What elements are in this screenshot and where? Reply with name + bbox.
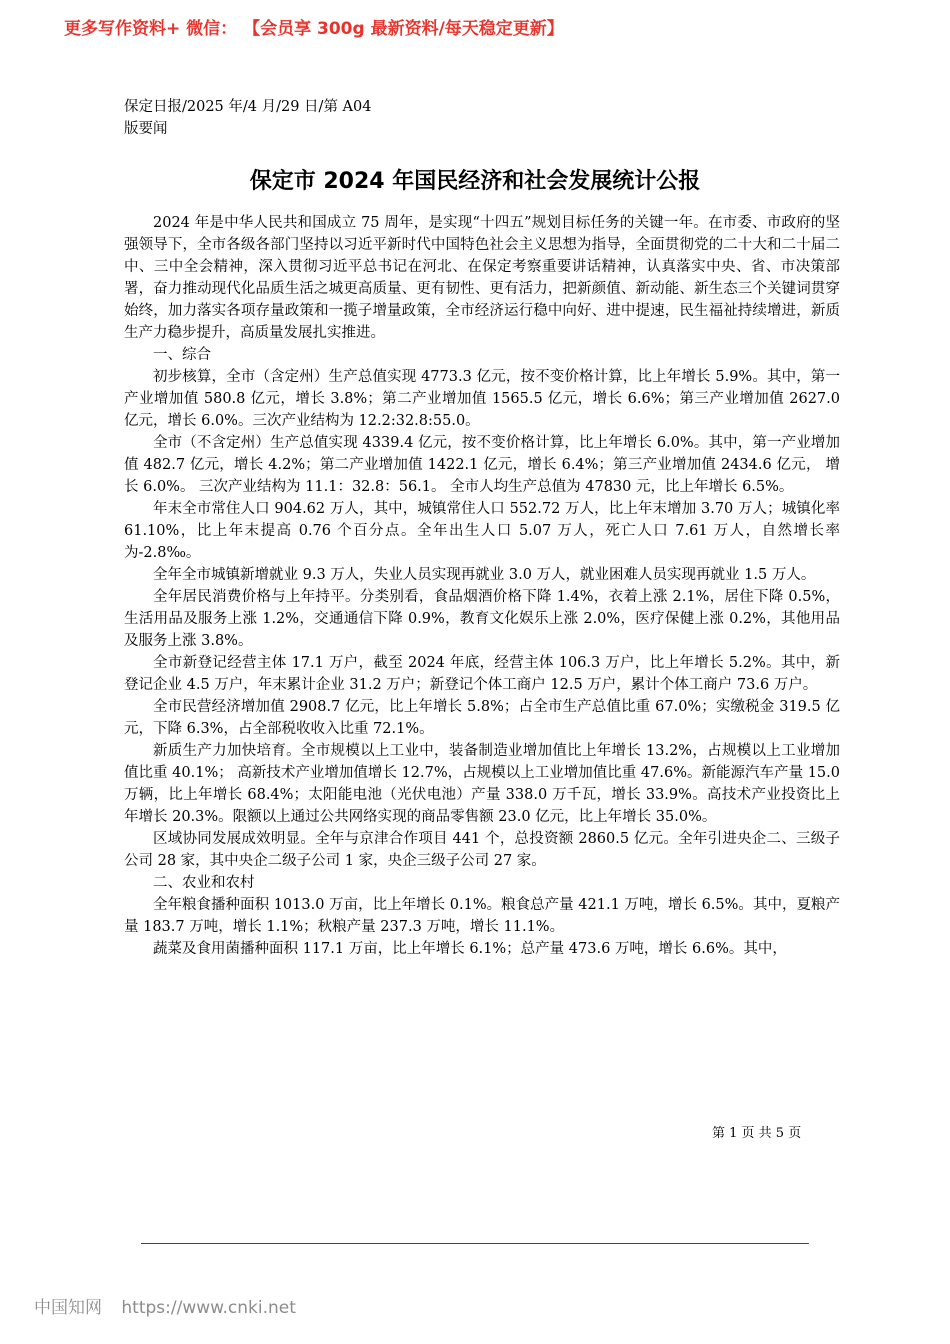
- paragraph: 全年全市城镇新增就业 9.3 万人，失业人员实现再就业 3.0 万人，就业困难人员实现再就业 1.5 万人。: [153, 567, 816, 583]
- promo-banner: 更多写作资料+ 微信： 【会员享 300g 最新资料/每天稳定更新】: [64, 19, 564, 39]
- paragraph: 新质生产力加快培育。全市规模以上工业中，装备制造业增加值比上年增长 13.2%，占规模以上工业增加值比重 40.1%； 高新技术产业增加值增长 12.7%，占规模以上工业增加值比重 47.6%。新能源汽车产量 15.0 万辆，比上年增长 68.4%；太阳能电池（光伏电池）产量 338.0 万千瓦，增长 33.9%。高技术产业投资比上年增长 20.3%。限额以上通过公共网络实现的商品零售额 23.0 亿元，比上年增长 35.0%。: [124, 743, 840, 825]
- footer-divider: [141, 1243, 809, 1244]
- paragraph: 蔬菜及食用菌播种面积 117.1 万亩，比上年增长 6.1%；总产量 473.6 万吨，增长 6.6%。其中，: [153, 941, 787, 957]
- paragraph: 全市民营经济增加值 2908.7 亿元，比上年增长 5.8%；占全市生产总值比重 67.0%；实缴税金 319.5 亿元，下降 6.3%，占全部税收收入比重 72.1%。: [124, 699, 840, 737]
- paragraph: 区域协同发展成效明显。全年与京津合作项目 441 个，总投资额 2860.5 亿元。全年引进央企二、三级子公司 28 家，其中央企二级子公司 1 家，央企三级子公司 27 家。: [124, 831, 840, 869]
- paragraph: 全市（不含定州）生产总值实现 4339.4 亿元，按不变价格计算，比上年增长 6.0%。其中，第一产业增加值 482.7 亿元，增长 4.2%；第二产业增加值 1422.1 亿元，增长 6.4%；第三产业增加值 2434.6 亿元， 增长 6.0%。 三次产业结构为 11.1：32.8：56.1。 全市人均生产总值为 47830 元，比上年增长 6.5%。: [124, 435, 840, 495]
- source-citation: [124, 96, 371, 140]
- footer: [34, 1293, 296, 1318]
- section-heading-2: 二、农业和农村: [153, 875, 255, 891]
- paragraph: 全年居民消费价格与上年持平。分类别看，食品烟酒价格下降 1.4%，衣着上涨 2.1%，居住下降 0.5%，生活用品及服务上涨 1.2%，交通通信下降 0.9%，教育文化娱乐上涨 2.0%，医疗保健上涨 0.2%，其他用品及服务上涨 3.8%。: [124, 589, 840, 649]
- paragraph-intro: 2024 年是中华人民共和国成立 75 周年，是实现“十四五”规划目标任务的关键一年。在市委、市政府的坚强领导下，全市各级各部门坚持以习近平新时代中国特色社会主义思想为指导，全面贯彻党的二十大和二十届二中、三中全会精神，深入贯彻习近平总书记在河北、在保定考察重要讲话精神，认真落实中央、省、市决策部署，奋力推动现代化品质生活之城更高质量、更有韧性、更有活力，把新颜值、新动能、新生态三个关键词贯穿始终，加力落实各项存量政策和一揽子增量政策，全市经济运行稳中向好、进中提速，民生福祉持续增进，新质生产力稳步提升，高质量发展扎实推进。: [124, 215, 840, 341]
- footer-url[interactable]: https://www.cnki.net: [121, 1298, 296, 1318]
- document-title: 保定市 2024 年国民经济和社会发展统计公报: [249, 169, 701, 194]
- section-heading-1: 一、综合: [153, 347, 211, 363]
- page-number: 第 1 页 共 5 页: [712, 1126, 802, 1141]
- source-line-2: 版要闻: [124, 121, 168, 137]
- paragraph: 初步核算，全市（含定州）生产总值实现 4773.3 亿元，按不变价格计算，比上年增长 5.9%。其中，第一产业增加值 580.8 亿元，增长 3.8%；第二产业增加值 1565.5 亿元，增长 6.6%；第三产业增加值 2627.0 亿元，增长 6.0%。三次产业结构为 12.2:32.8:55.0。: [124, 369, 840, 429]
- document-body: [124, 212, 840, 960]
- source-line-1: 保定日报/2025 年/4 月/29 日/第 A04: [124, 99, 372, 115]
- paragraph: 全市新登记经营主体 17.1 万户，截至 2024 年底，经营主体 106.3 万户，比上年增长 5.2%。其中，新登记企业 4.5 万户，年末累计企业 31.2 万户；新登记个体工商户 12.5 万户，累计个体工商户 73.6 万户。: [124, 655, 840, 693]
- paragraph: 全年粮食播种面积 1013.0 万亩，比上年增长 0.1%。粮食总产量 421.1 万吨，增长 6.5%。其中，夏粮产量 183.7 万吨，增长 1.1%；秋粮产量 237.3 万吨，增长 11.1%。: [124, 897, 840, 935]
- paragraph: 年末全市常住人口 904.62 万人，其中，城镇常住人口 552.72 万人，比上年末增加 3.70 万人；城镇化率 61.10%，比上年末提高 0.76 个百分点。全年出生人口 5.07 万人，死亡人口 7.61 万人，自然增长率为-2.8‰。: [124, 501, 840, 561]
- footer-brand: 中国知网: [34, 1298, 102, 1318]
